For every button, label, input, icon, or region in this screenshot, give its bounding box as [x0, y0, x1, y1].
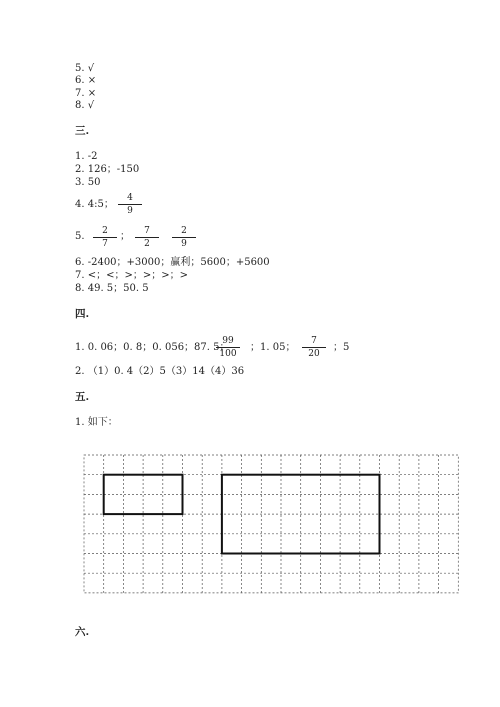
- fraction-denominator: 100: [219, 349, 237, 359]
- answer-line-8: 8. √: [75, 100, 95, 111]
- s4-item-1-prefix: 1. 0. 06；0. 8；0. 056；87. 5；: [75, 342, 230, 353]
- fraction-denominator: 2: [144, 239, 150, 249]
- fraction-numerator: 2: [172, 226, 196, 238]
- fraction-denominator: 20: [308, 349, 320, 359]
- s3-item-6: 6. -2400；+3000；赢利；5600；+5600: [75, 257, 270, 268]
- s4-item-1-middle: ；1. 05；: [250, 342, 296, 353]
- s3-item-3: 3. 50: [75, 177, 101, 188]
- fraction-denominator: 9: [181, 239, 187, 249]
- fraction-numerator: 7: [302, 336, 326, 348]
- fraction-denominator: 7: [102, 239, 108, 249]
- fraction-numerator: 7: [135, 226, 159, 238]
- section-heading-4: 四.: [75, 308, 90, 320]
- answer-line-6: 6. ×: [75, 75, 97, 86]
- s3-item-7: 7. <；<；>；>；>；>: [75, 270, 188, 281]
- s3-item-5-separator: ；: [120, 231, 130, 242]
- section-heading-5: 五.: [75, 391, 90, 403]
- fraction-numerator: 4: [118, 193, 142, 205]
- s3-item-2: 2. 126；-150: [75, 164, 140, 175]
- fraction-numerator: 2: [93, 226, 117, 238]
- section-heading-3: 三.: [75, 125, 90, 137]
- s5-item-1: 1. 如下：: [75, 417, 118, 428]
- s3-item-1: 1. -2: [75, 151, 98, 162]
- fraction-numerator: 99: [216, 336, 240, 348]
- s4-item-1-end: ；5: [333, 342, 350, 353]
- s4-item-2: 2. （1）0. 4（2）5（3）14（4）36: [75, 366, 245, 377]
- section-heading-6: 六.: [75, 626, 90, 638]
- s3-item-4-prefix: 4. 4:5；: [75, 199, 114, 210]
- s3-item-5-prefix: 5.: [75, 231, 85, 242]
- fraction-denominator: 9: [127, 206, 133, 216]
- s3-item-8: 8. 49. 5；50. 5: [75, 283, 149, 294]
- answer-line-5: 5. √: [75, 63, 95, 74]
- answer-line-7: 7. ×: [75, 88, 97, 99]
